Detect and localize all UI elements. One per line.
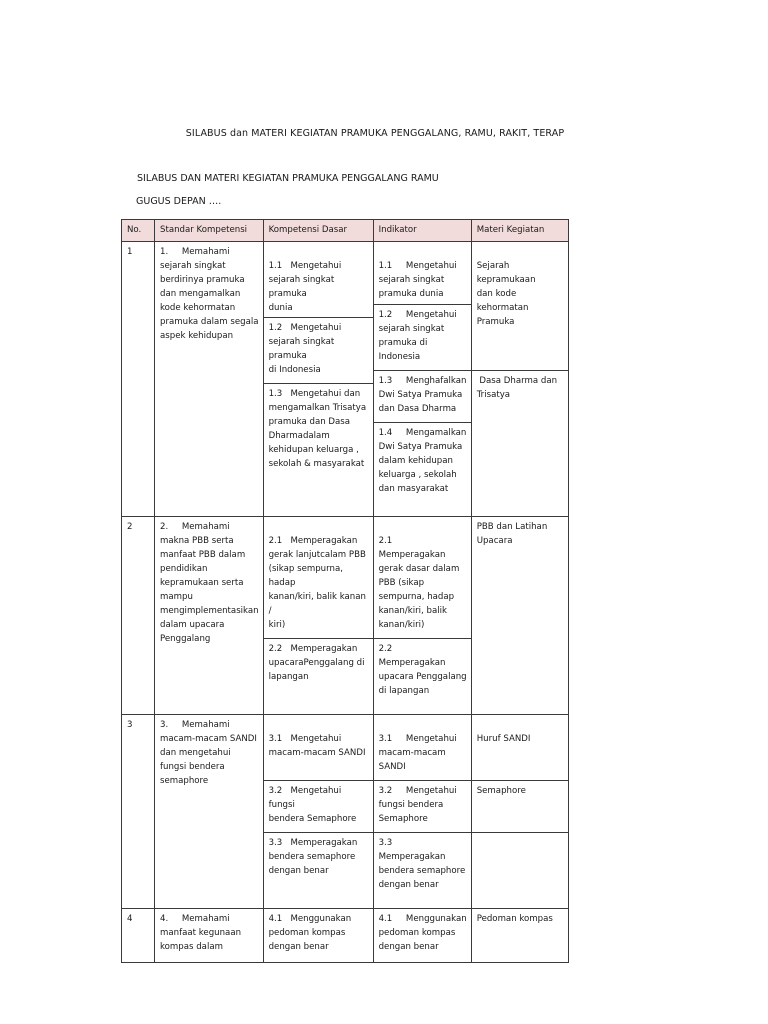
indikator-item: 1.4 Mengamalkan Dwi Satya Pramuka dalam kehidupan keluarga , sekolah dan masyarakat [374,422,471,498]
kompetensi-dasar-item: 3.1 Mengetahui macam-macam SANDI [268,733,366,758]
header-kompetensi-dasar: Kompetensi Dasar [263,220,373,242]
kompetensi-dasar-cell [263,714,373,909]
syllabus-table [121,219,569,963]
materi-kegiatan-item: Huruf SANDI [476,733,531,744]
indikator-item: 3.2 Mengetahui fungsi bendera Semaphore [374,781,471,833]
kompetensi-dasar-cell [263,242,373,517]
kompetensi-dasar-item: 1.1 Mengetahui sejarah singkat pramuka dunia [268,261,342,313]
document-subtitle: SILABUS DAN MATERI KEGIATAN PRAMUKA PENGGALANG RAMU [137,173,439,184]
table-row [122,242,569,517]
materi-kegiatan-item [472,833,568,839]
indikator-cell [373,242,471,517]
indikator-item: 3.3 Memperagakan bendera semaphore dengan benar [374,833,471,895]
kompetensi-dasar-item: 2.2 Memperagakan upacaraPenggalang di lapangan [264,638,373,686]
kompetensi-dasar-cell [263,517,373,715]
indikator-item: 1.2 Mengetahui sejarah singkat pramuka di Indonesia [374,304,471,370]
header-no: No. [122,220,155,242]
kompetensi-dasar-item: 1.2 Mengetahui sejarah singkat pramuka di Indonesia [264,318,373,384]
kompetensi-dasar-item: 2.1 Memperagakan gerak lanjutcalam PBB (sikap sempurna, hadap kanan/kiri, balik kanan / kiri) [268,536,366,630]
materi-kegiatan-cell [471,714,568,909]
header-indikator: Indikator [373,220,471,242]
materi-kegiatan-cell [471,242,568,517]
materi-kegiatan-cell: PBB dan Latihan Upacara [471,517,568,715]
row-number: 4 [122,909,155,963]
gugus-depan-label: GUGUS DEPAN …. [136,196,222,207]
table-header-row [122,220,569,242]
table-row [122,909,569,963]
materi-kegiatan-item: Dasa Dharma dan Trisatya [472,370,568,404]
indikator-cell [373,517,471,715]
indikator-cell [373,714,471,909]
indikator-item: 3.1 Mengetahui macam-macam SANDI [378,733,457,772]
kompetensi-dasar-cell: 4.1 Menggunakan pedoman kompas dengan benar [263,909,373,963]
row-number: 2 [122,517,155,715]
indikator-item: 2.2 Memperagakan upacara Penggalang di lapangan [374,638,471,700]
standar-kompetensi-cell: 1. Memahami sejarah singkat berdirinya pramuka dan mengamalkan kode kehormatan pramuka dalam segala aspek kehidupan [155,242,264,517]
kompetensi-dasar-item: 3.3 Memperagakan bendera semaphore dengan benar [264,833,373,881]
indikator-item: 2.1 Memperagakan gerak dasar dalam PBB (sikap sempurna, hadap kanan/kiri, balik kanan/kiri) [378,536,460,630]
row-number: 1 [122,242,155,517]
indikator-item: 1.3 Menghafalkan Dwi Satya Pramuka dan Dasa Dharma [374,370,471,422]
kompetensi-dasar-item: 3.2 Mengetahui fungsi bendera Semaphore [264,781,373,833]
indikator-cell: 4.1 Menggunakan pedoman kompas dengan benar [373,909,471,963]
row-number: 3 [122,714,155,909]
standar-kompetensi-cell: 4. Memahami manfaat kegunaan kompas dalam [155,909,264,963]
standar-kompetensi-cell: 2. Memahami makna PBB serta manfaat PBB dalam pendidikan kepramukaan serta mampu mengimplementasikan dalam upacara Penggalang [155,517,264,715]
document-title: SILABUS dan MATERI KEGIATAN PRAMUKA PENGGALANG, RAMU, RAKIT, TERAP [185,128,565,139]
table-row [122,714,569,909]
header-materi-kegiatan: Materi Kegiatan [471,220,568,242]
materi-kegiatan-item: Semaphore [472,781,568,833]
kompetensi-dasar-item: 1.3 Mengetahui dan mengamalkan Trisatya pramuka dan Dasa Dharmadalam kehidupan keluarga , sekolah & masyarakat [264,384,373,474]
indikator-item: 1.1 Mengetahui sejarah singkat pramuka dunia [378,261,457,299]
table-row [122,517,569,715]
materi-kegiatan-cell: Pedoman kompas [471,909,568,963]
header-standar-kompetensi: Standar Kompetensi [155,220,264,242]
materi-kegiatan-item: Sejarah kepramukaan dan kode kehormatan Pramuka [476,261,536,327]
standar-kompetensi-cell: 3. Memahami macam-macam SANDI dan mengetahui fungsi bendera semaphore [155,714,264,909]
